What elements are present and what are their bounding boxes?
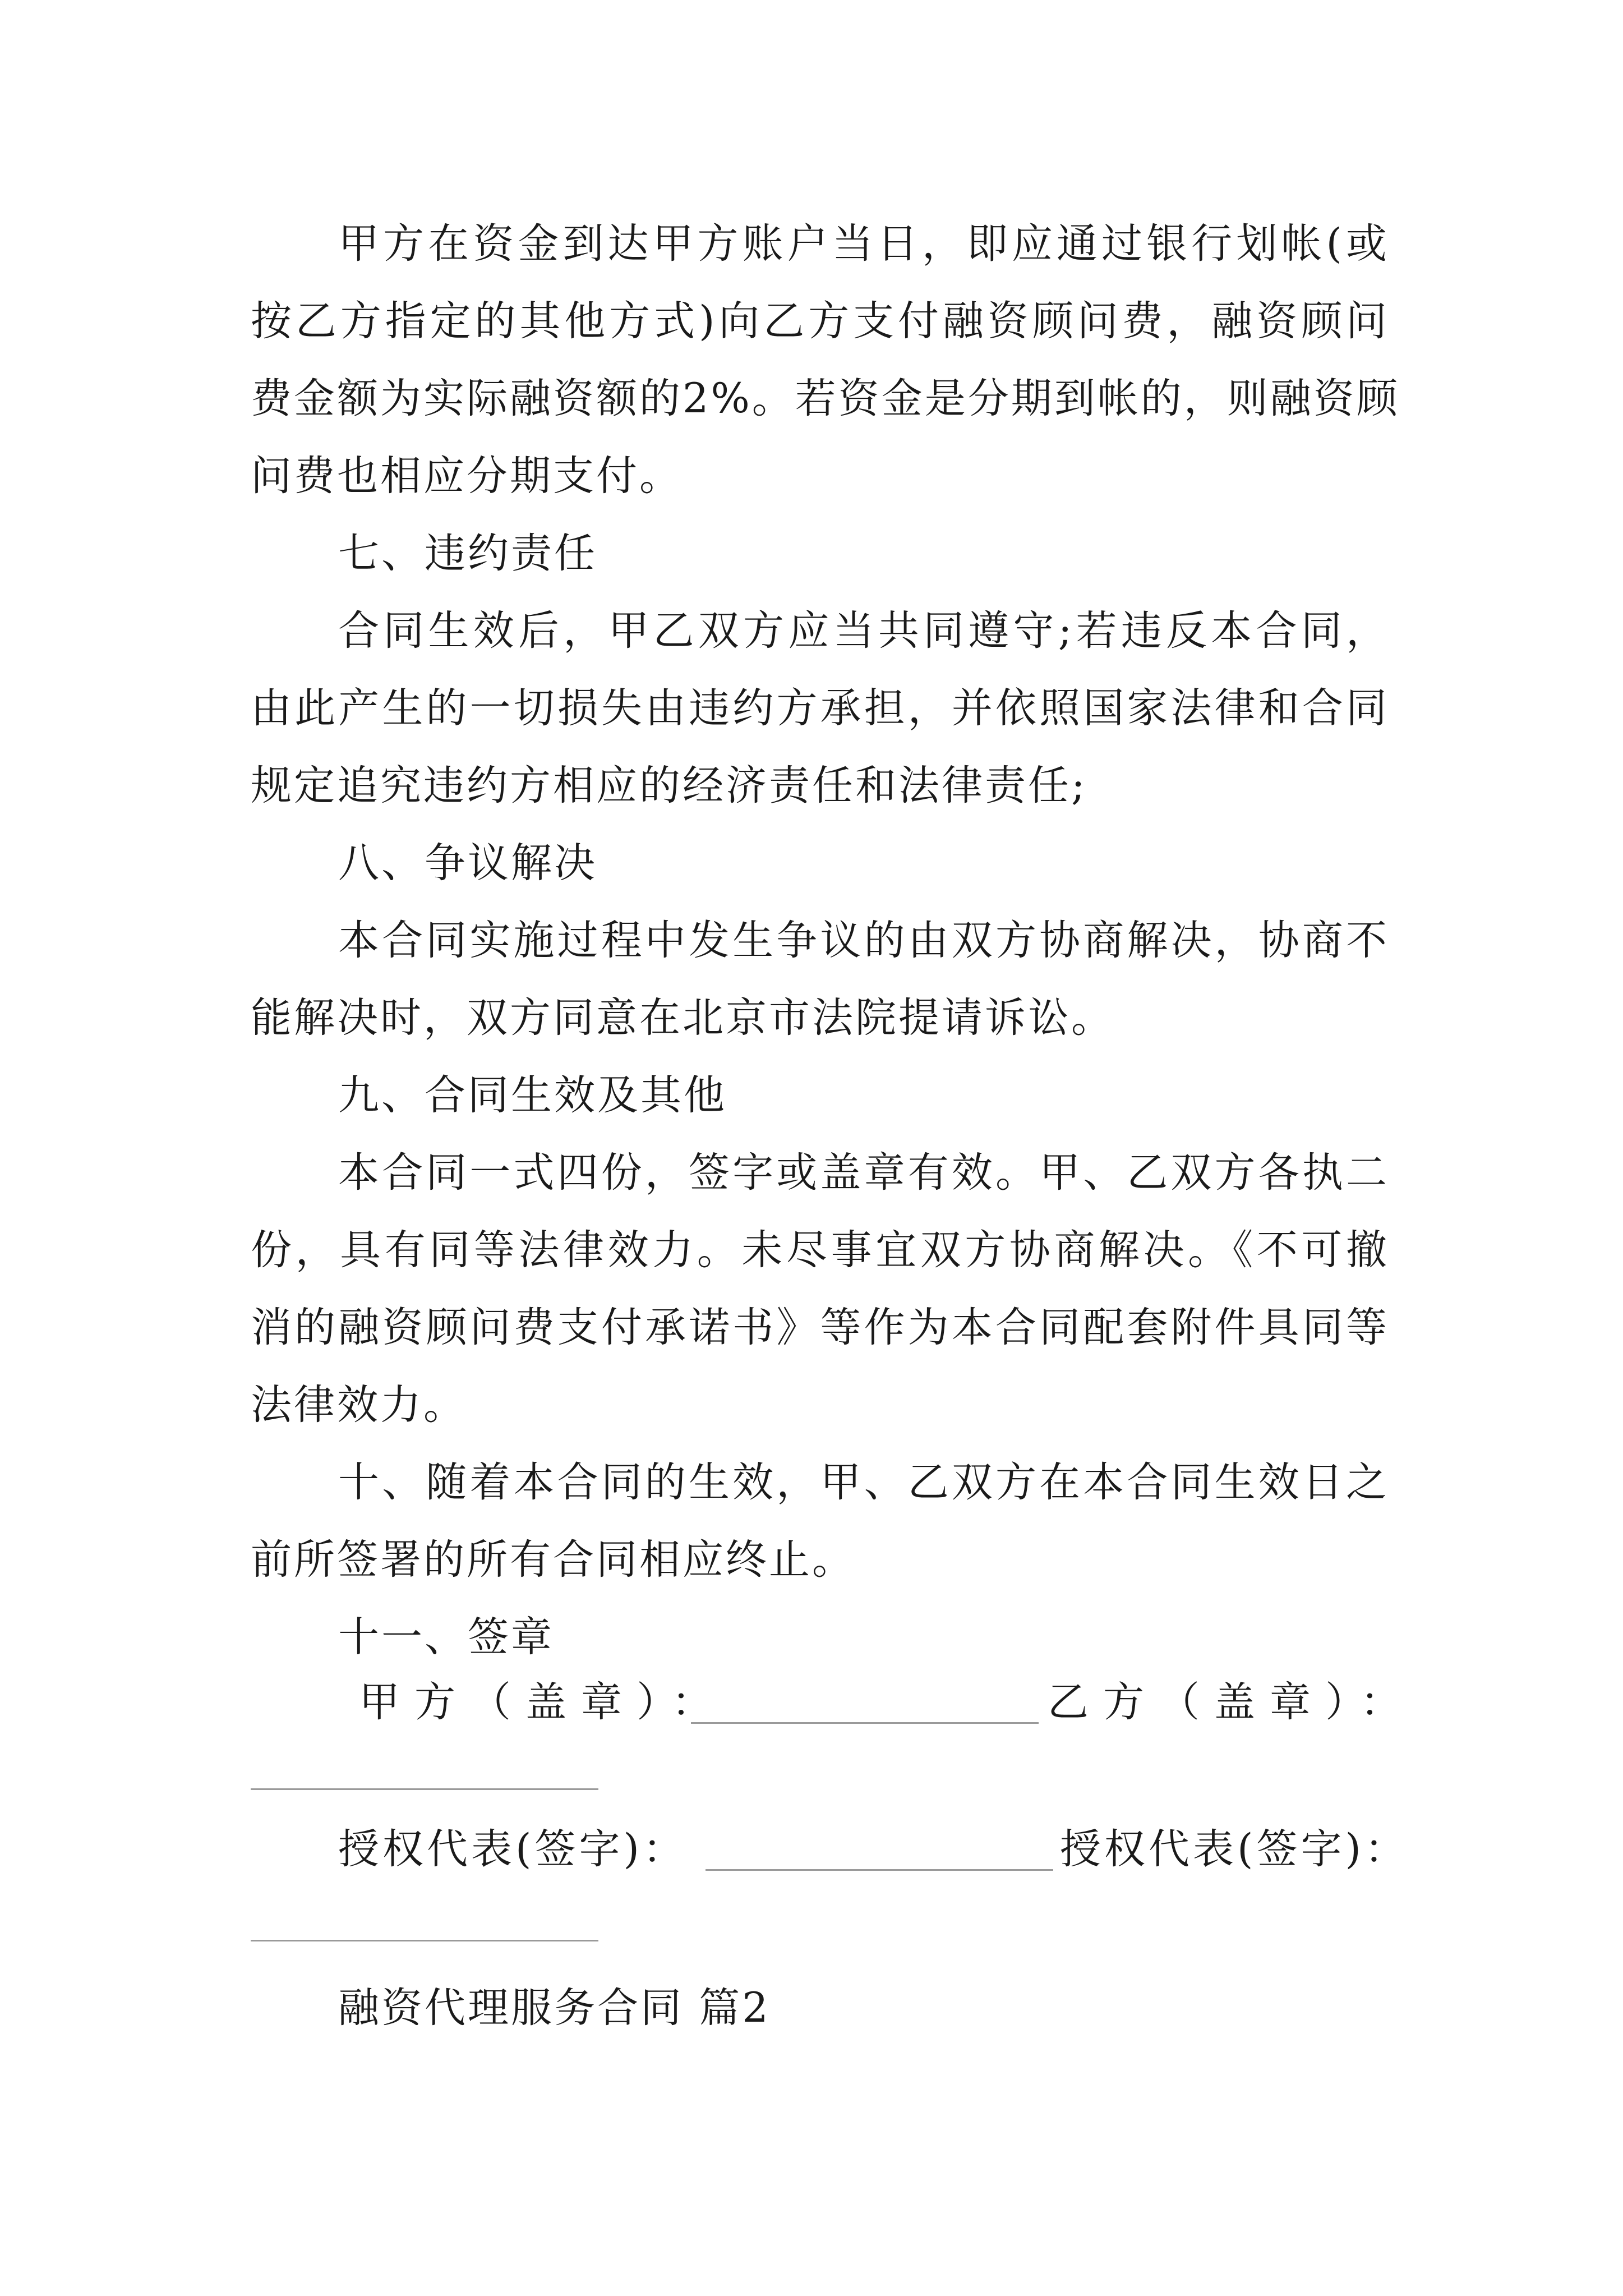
party-b-seal-blank: [251, 1788, 598, 1790]
party-b-rep-blank: [251, 1940, 598, 1941]
paragraph-effectiveness-line-4: 法律效力。: [251, 1381, 467, 1429]
paragraph-payment-line-3: 费金额为实际融资额的2%。若资金是分期到帐的，则融资顾: [251, 375, 1400, 422]
paragraph-breach-line-3: 规定追究违约方相应的经济责任和法律责任;: [251, 762, 1087, 809]
party-a-seal-label: 甲方（盖章）：: [359, 1678, 727, 1726]
heading-dispute-resolution: 八、争议解决: [338, 839, 597, 887]
paragraph-termination-line-2: 前所签署的所有合同相应终止。: [251, 1536, 855, 1584]
next-section-title: 融资代理服务合同 篇2: [338, 1984, 771, 2032]
paragraph-termination-line-1: 十、随着本合同的生效，甲、乙双方在本合同生效日之: [338, 1458, 1389, 1506]
party-a-rep-blank: [706, 1869, 1053, 1871]
heading-effectiveness: 九、合同生效及其他: [338, 1071, 727, 1119]
paragraph-dispute-line-1: 本合同实施过程中发生争议的由双方协商解决，协商不: [338, 917, 1389, 964]
paragraph-payment-line-1: 甲方在资金到达甲方账户当日，即应通过银行划帐(或: [338, 220, 1389, 268]
party-b-rep-label: 授权代表(签字)：: [1060, 1825, 1409, 1873]
paragraph-breach-line-1: 合同生效后，甲乙双方应当共同遵守;若违反本合同，: [338, 607, 1389, 655]
heading-signature: 十一、签章: [338, 1613, 554, 1661]
paragraph-effectiveness-line-3: 消的融资顾问费支付承诺书》等作为本合同配套附件具同等: [251, 1304, 1389, 1351]
paragraph-payment-line-2: 按乙方指定的其他方式)向乙方支付融资顾问费，融资顾问: [251, 297, 1389, 345]
paragraph-effectiveness-line-2: 份，具有同等法律效力。未尽事宜双方协商解决。《不可撤: [251, 1226, 1389, 1274]
paragraph-dispute-line-2: 能解决时，双方同意在北京市法院提请诉讼。: [251, 994, 1114, 1042]
party-a-rep-label: 授权代表(签字)：: [338, 1825, 687, 1873]
heading-breach-liability: 七、违约责任: [338, 530, 597, 577]
paragraph-effectiveness-line-1: 本合同一式四份，签字或盖章有效。甲、乙双方各执二: [338, 1149, 1389, 1197]
party-a-seal-blank: [691, 1722, 1039, 1724]
paragraph-breach-line-2: 由此产生的一切损失由违约方承担，并依照国家法律和合同: [251, 684, 1389, 732]
paragraph-payment-line-4: 问费也相应分期支付。: [251, 452, 683, 500]
party-b-seal-label: 乙方（盖章）：: [1048, 1678, 1416, 1726]
